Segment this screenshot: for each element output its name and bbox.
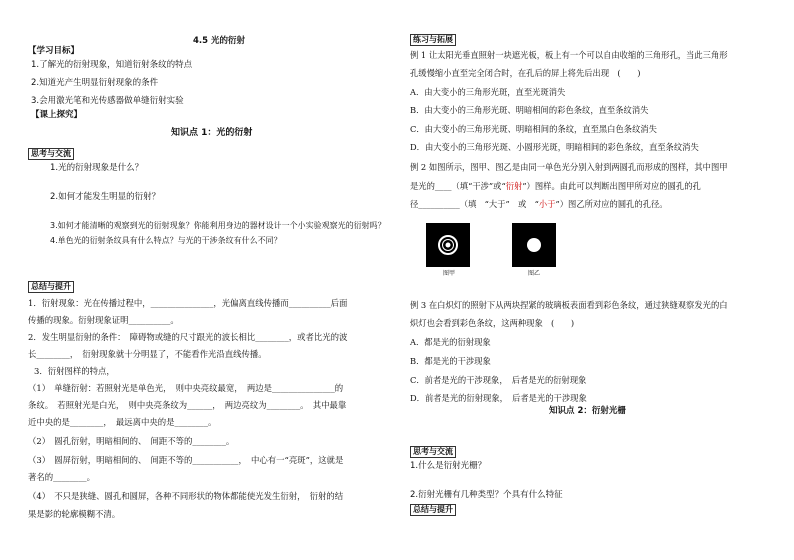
example-3-line: 例 3 在白炽灯的照射下从两块捏紧的玻璃板表面看到彩色条纹，通过狭缝观察发光的白 <box>410 300 728 310</box>
summary-line: 果是影的轮廓模糊不清。 <box>28 509 121 519</box>
question-2: 2.如何才能发生明显的衍射？ <box>50 192 161 202</box>
summary-line: 1．衍射现象：光在传播过程中，_______________，光偏离直线传播而__________后面 <box>28 298 348 308</box>
summary-line: （3） 圆屏衍射，明暗相间的、 间距不等的___________， 中心有一“亮斑”，这就是 <box>28 455 344 465</box>
summary-line: 2．发生明显衍射的条件： 障碍物或缝的尺寸跟光的波长相比________，或者比光的波 <box>28 332 348 342</box>
example-3-option-a: A．都是光的衍射现象 <box>410 337 491 347</box>
example-2-text: ”）图样。由此可以判断出图甲所对应的圆孔的孔 <box>522 181 701 191</box>
kp2-question-1: 1.什么是衍射光栅？ <box>410 461 487 471</box>
example-1-line: 孔缓慢缩小直至完全闭合时，在孔后的屏上将先后出现 ( ) <box>410 68 641 78</box>
kp2-question-2: 2.衍射光栅有几种类型？个具有什么特征 <box>410 490 563 500</box>
think-exchange-box: 思考与交流 <box>28 148 74 160</box>
explore-header: 【课上探究】 <box>31 110 83 120</box>
summary-line: （1） 单缝衍射：若照射光是单色光， 则中央亮纹最宽， 两边是_______________的 <box>28 383 344 393</box>
summary-line: 3．衍射图样的特点， <box>34 366 115 376</box>
figure-yi-caption: 图乙 <box>528 270 541 277</box>
summary-box: 总结与提升 <box>410 504 456 516</box>
example-2-text: 径__________（填 “大于” 或 “ <box>410 199 539 209</box>
example-2-line-3 <box>410 199 668 210</box>
think-exchange-box: 思考与交流 <box>410 446 456 458</box>
example-2-red-answer: 小于 <box>538 199 556 209</box>
center-spot <box>446 243 451 248</box>
knowledge-point-1-title: 知识点 1：光的衍射 <box>171 128 253 138</box>
objective-1: 1.了解光的衍射现象，知道衍射条纹的特点 <box>31 60 193 70</box>
example-1-option-c: C．由大变小的三角形光斑、明暗相间的条纹，直至黑白色条纹消失 <box>410 124 657 134</box>
example-2-text: 是光的____（填“干涉”或“ <box>410 181 506 191</box>
summary-line: 近中央的是________， 最远离中央的是________。 <box>28 417 217 427</box>
summary-line: 长________， 衍射现象就十分明显了，不能看作光沿直线传播。 <box>28 349 267 359</box>
summary-line: （2） 圆孔衍射，明暗相间的、 间距不等的________。 <box>28 436 235 446</box>
example-1-option-b: B．由大变小的三角形光斑、明暗相间的彩色条纹，直至条纹消失 <box>410 105 649 115</box>
example-2-line-1: 例 2 如图所示，图甲、图乙是由同一单色光分别入射到两圆孔而形成的图样，其中图甲 <box>410 162 728 172</box>
example-2-text: ”）图乙所对应的圆孔的孔径。 <box>555 199 668 209</box>
figure-jia-diffraction-rings <box>426 223 470 267</box>
example-2-red-answer: 衍射 <box>505 181 523 191</box>
objective-2: 2.知道光产生明显衍射现象的条件 <box>31 78 159 88</box>
question-3: 3.如何才能清晰的观察到光的衍射现象？你能利用身边的器材设计一个小实验观察光的衍射吗？ <box>50 221 386 230</box>
lesson-title: 4.5 光的衍射 <box>193 36 246 46</box>
summary-line: 条纹。 若照射光是白光， 则中央亮条纹为______， 两边亮纹为________。 其中最靠 <box>28 400 347 410</box>
figure-jia-caption: 图甲 <box>443 270 456 277</box>
summary-line: 传播的现象。衍射现象证明__________。 <box>28 315 179 325</box>
example-1-option-d: D．由大变小的三角形光斑、小圆形光斑，明暗相间的彩色条纹，直至条纹消失 <box>410 142 699 152</box>
objective-3: 3.会用激光笔和光传感器做单缝衍射实验 <box>31 96 184 106</box>
example-1-option-a: A．由大变小的三角形光斑，直至光斑消失 <box>410 87 566 97</box>
example-3-option-d: D．前者是光的衍射现象， 后者是光的干涉现象 <box>410 393 587 403</box>
question-1: 1.光的衍射现象是什么？ <box>50 163 144 173</box>
left-column <box>28 0 396 560</box>
right-column <box>406 0 778 560</box>
figure-yi-light-spot <box>512 223 556 267</box>
example-3-line: 炽灯也会看到彩色条纹，这两种现象 ( ) <box>410 318 575 328</box>
example-1-line: 例 1 让太阳光垂直照射一块遮光板，板上有一个可以自由收缩的三角形孔，当此三角形 <box>410 50 728 60</box>
summary-box: 总结与提升 <box>28 281 74 293</box>
summary-line: 著名的________。 <box>28 472 95 482</box>
objectives-header: 【学习目标】 <box>28 46 80 56</box>
practice-box: 练习与拓展 <box>410 34 456 46</box>
example-2-line-2 <box>410 181 701 192</box>
center-spot <box>527 238 541 252</box>
question-4: 4.单色光的衍射条纹具有什么特点？与光的干涉条纹有什么不同？ <box>50 236 282 245</box>
example-3-option-b: B．都是光的干涉现象 <box>410 356 491 366</box>
knowledge-point-2-title: 知识点 2：衍射光栅 <box>549 406 626 416</box>
summary-line: （4） 不只是狭缝、圆孔和圆屏，各种不同形状的物体都能使光发生衍射， 衍射的结 <box>28 491 344 501</box>
example-3-option-c: C．前者是光的干涉现象， 后者是光的衍射现象 <box>410 375 587 385</box>
